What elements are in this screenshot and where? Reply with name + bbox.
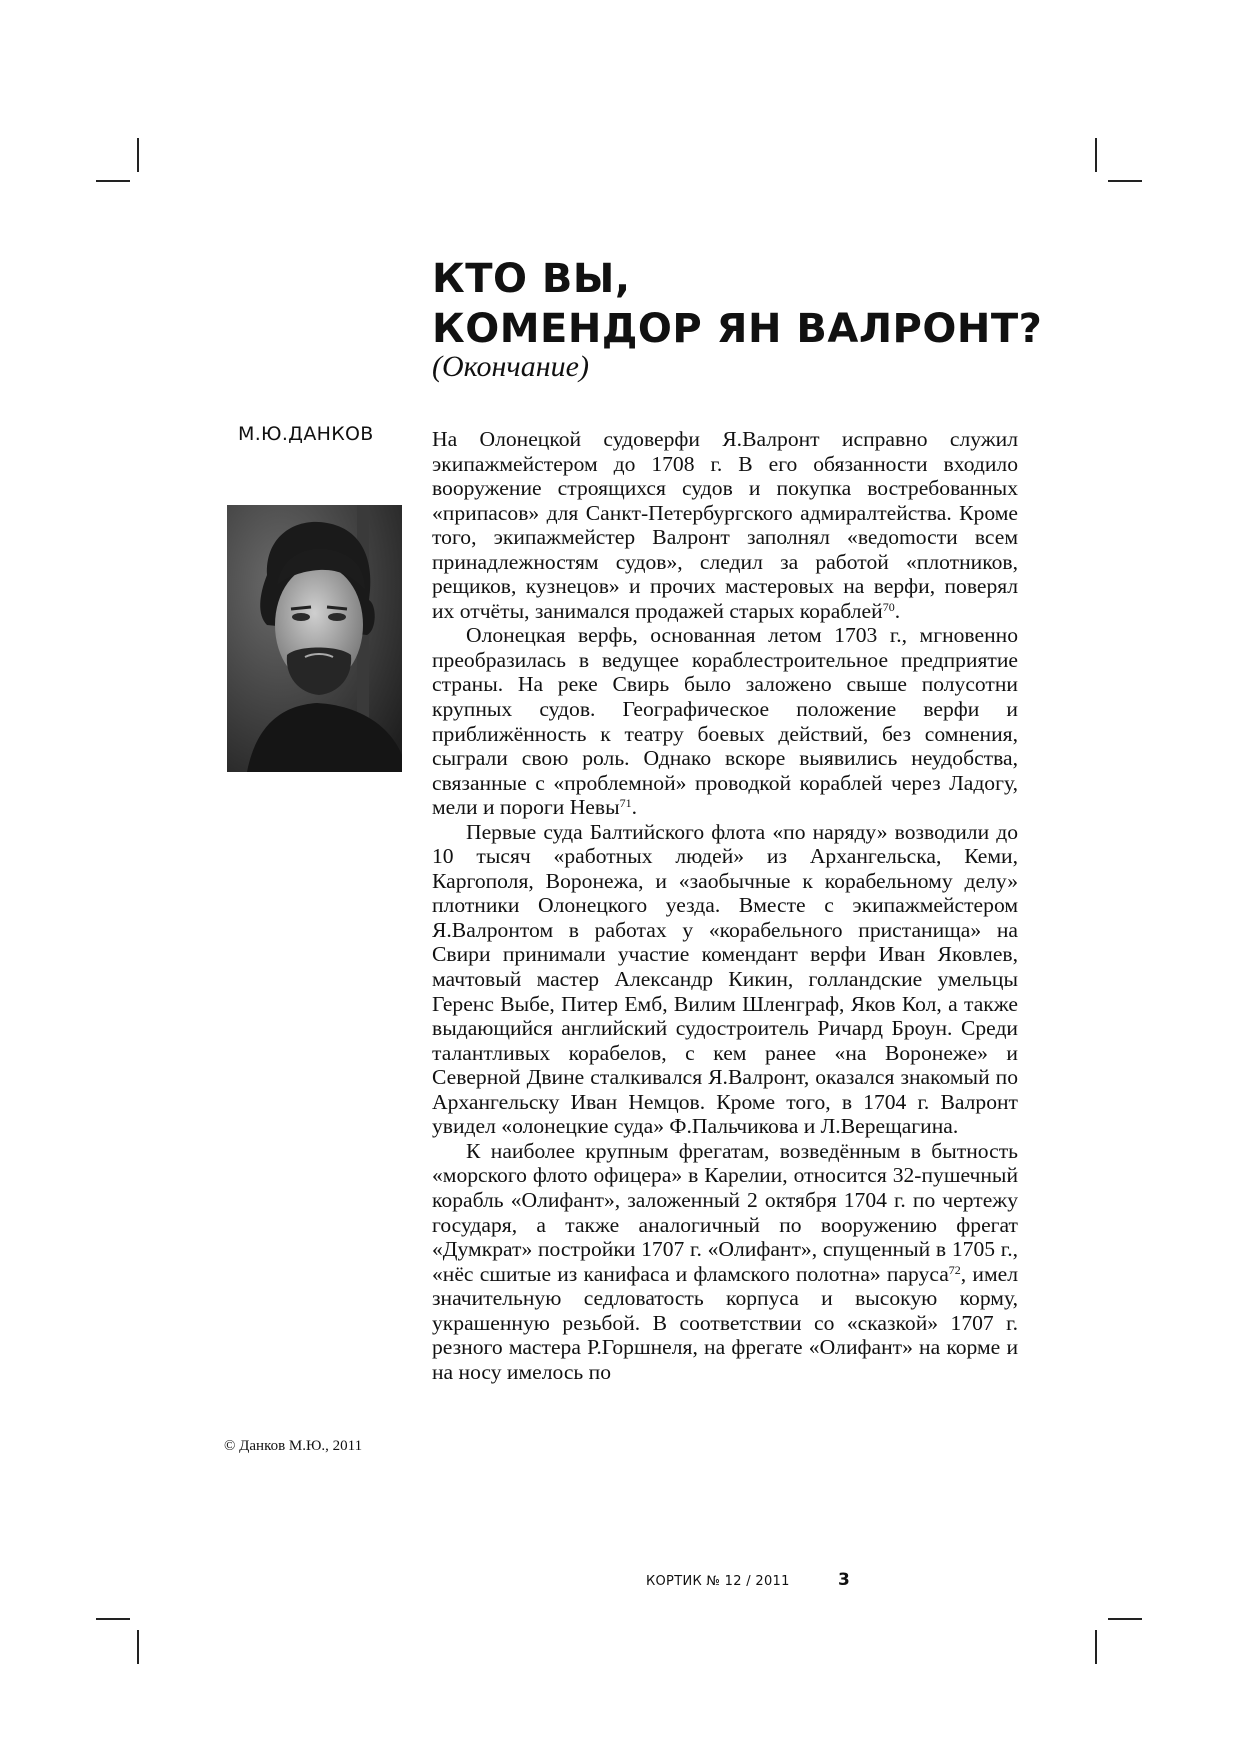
article-title bbox=[432, 254, 1042, 354]
article-body bbox=[432, 427, 1018, 1384]
crop-mark bbox=[1095, 138, 1097, 172]
journal-footer: КОРТИК № 12 / 2011 bbox=[646, 1574, 790, 1589]
title-line-1: КТО ВЫ, bbox=[432, 256, 631, 302]
crop-mark bbox=[1095, 1630, 1097, 1664]
portrait-illustration bbox=[227, 505, 402, 772]
footnote-ref: 72 bbox=[948, 1262, 961, 1277]
paragraph: На Олонецкой судоверфи Я.Валронт исправно служил экипажмейстером до 1708 г. В его обязанности входило вооружение строящихся судов и покупка востребованных «припасов» для Санкт-Петербургского адмиралтейства. Кроме того, экипажмейстер Валронт заполнял «ведоmости всем принадлежностям судов», следил за работой «плотников, рещиков, кузнецов» и прочих мастеровых на верфи, поверял их отчёты, занимался продажей старых кораблей$^{70}$. bbox=[432, 427, 1018, 623]
crop-mark bbox=[137, 138, 139, 172]
crop-mark bbox=[137, 1630, 139, 1664]
copyright-note: © Данков М.Ю., 2011 bbox=[224, 1438, 363, 1454]
crop-mark bbox=[96, 1618, 130, 1620]
article-subtitle: (Окончание) bbox=[432, 350, 589, 383]
crop-mark bbox=[96, 180, 130, 182]
page-number: 3 bbox=[838, 1570, 850, 1590]
crop-mark bbox=[1108, 180, 1142, 182]
paragraph: Олонецкая верфь, основанная летом 1703 г., мгновенно преобразилась в ведущее кораблестроительное предприятие страны. На реке Свирь было заложено свыше полусотни крупных судов. Географическое положение верфи и приближённость к театру боевых действий, без сомнения, сыграли свою роль. Однако вскоре выявились неудобства, связанные с «проблемной» проводкой кораблей через Ладогу, мели и пороги Невы$^{71}$. bbox=[432, 623, 1018, 820]
author-name: М.Ю.ДАНКОВ bbox=[238, 423, 374, 445]
footnote-ref: 71 bbox=[619, 796, 632, 811]
footnote-ref: 70 bbox=[882, 599, 895, 614]
author-photo bbox=[227, 505, 402, 772]
crop-mark bbox=[1108, 1618, 1142, 1620]
paragraph: К наиболее крупным фрегатам, возведённым в бытность «морского флото офицера» в Карелии, относится 32-пушечный корабль «Олифант», заложенный 2 октября 1704 г. по чертежу государя, а также аналогичный по вооружению фрегат «Думкрат» постройки 1707 г. «Олифант», спущенный в 1705 г., «нёс сшитые из канифаса и фламского полотна» паруса$^{72}$, имел значительную седловатость корпуса и высокую корму, украшенную резьбой. В соответствии со «сказкой» 1707 г. резного мастера Р.Горшнеля, на фрегате «Олифант» на корме и на носу имелось по bbox=[432, 1138, 1018, 1384]
title-line-2: КОМЕНДОР ЯН ВАЛРОНТ? bbox=[432, 306, 1043, 352]
paragraph: Первые суда Балтийского флота «по наряду» возводили до 10 тысяч «работных людей» из Архангельска, Кеми, Каргополя, Воронежа, и «заобычные к корабельному делу» плотники Олонецкого уезда. Вместе с экипажмейстером Я.Валронтом в работах у «корабельного пристанища» на Свири принимали участие комендант верфи Иван Яковлев, мачтовый мастер Александр Кикин, голландские умельцы Геренс Выбе, Питер Емб, Вилим Шленграф, Яков Кол, а также выдающийся английский судостроитель Ричард Броун. Среди талантливых корабелов, с кем ранее «на Воронеже» и Северной Двине сталкивался Я.Валронт, оказался знакомый по Архангельску Иван Немцов. Кроме того, в 1704 г. Валронт увидел «олонецкие суда» Ф.Пальчикова и Л.Верещагина. bbox=[432, 819, 1018, 1139]
